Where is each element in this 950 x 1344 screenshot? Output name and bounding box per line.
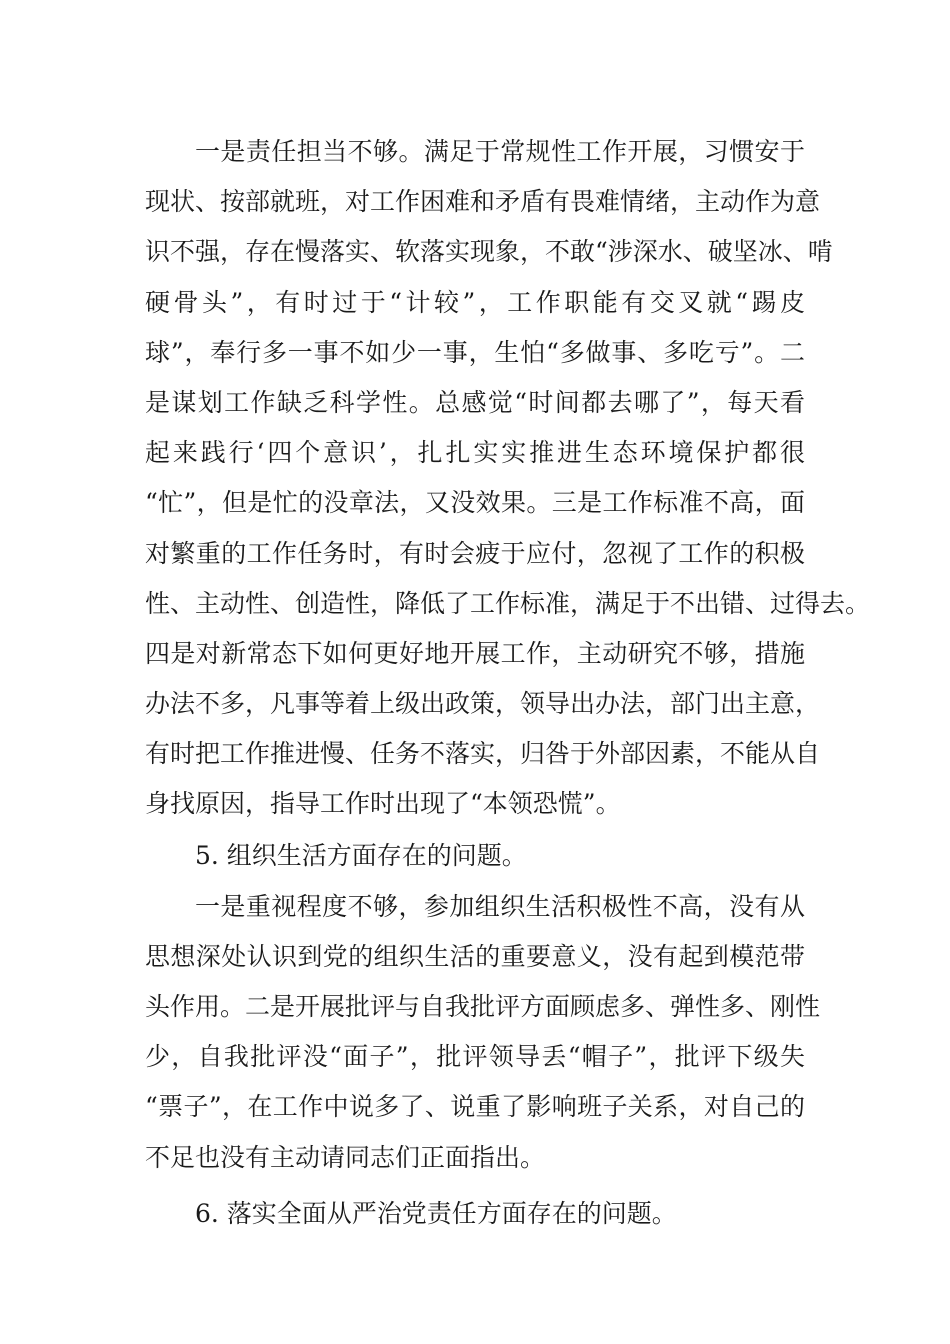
- text-line: 办法不多，凡事等着上级出政策，领导出办法，部门出主意，: [145, 689, 821, 719]
- text-line: 是谋划工作缺乏科学性。总感觉“时间都去哪了”，每天看: [145, 387, 805, 417]
- text-line: 头作用。二是开展批评与自我批评方面顾虑多、弹性多、刚性: [145, 992, 821, 1021]
- paragraph-responsibility: [145, 127, 871, 830]
- paragraph-organization-life: [145, 882, 821, 1183]
- text-line: 少，自我批评没“面子”，批评领导丢“帽子”，批评下级失: [145, 1042, 805, 1072]
- text-line: 四是对新常态下如何更好地开展工作，主动研究不够，措施: [145, 638, 805, 668]
- section-heading-5: 5. 组织生活方面存在的问题。: [195, 840, 527, 870]
- section-heading-6: 6. 落实全面从严治党责任方面存在的问题。: [195, 1198, 677, 1228]
- text-line: “票子”，在工作中说多了、说重了影响班子关系，对自己的: [145, 1092, 805, 1122]
- text-line: “忙”，但是忙的没章法，又没效果。三是工作标准不高，面: [145, 488, 805, 518]
- text-line: 对繁重的工作任务时，有时会疲于应付，忽视了工作的积极: [145, 538, 805, 568]
- text-line: 一是责任担当不够。满足于常规性工作开展，习惯安于: [195, 137, 805, 166]
- text-line: 性、主动性、创造性，降低了工作标准，满足于不出错、过得去。: [145, 588, 871, 618]
- text-line: 硬骨头”，有时过于“计较”，工作职能有交叉就“踢皮: [145, 287, 805, 317]
- text-line: 有时把工作推进慢、任务不落实，归咎于外部因素，不能从自: [145, 739, 821, 769]
- text-line: 身找原因，指导工作时出现了“本领恐慌”。: [145, 789, 621, 819]
- text-line: 现状、按部就班，对工作困难和矛盾有畏难情绪，主动作为意: [145, 187, 821, 217]
- text-line: 起来践行‘四个意识’，扎扎实实推进生态环境保护都很: [145, 438, 805, 468]
- text-line: 一是重视程度不够，参加组织生活积极性不高，没有从: [195, 891, 805, 921]
- text-line: 不足也没有主动请同志们正面指出。: [145, 1142, 546, 1172]
- text-line: 球”，奉行多一事不如少一事，生怕“多做事、多吃亏”。二: [145, 337, 805, 367]
- text-line: 识不强，存在慢落实、软落实现象，不敢“涉深水、破坚冰、啃: [145, 237, 833, 267]
- text-line: 思想深处认识到党的组织生活的重要意义，没有起到模范带: [145, 941, 805, 971]
